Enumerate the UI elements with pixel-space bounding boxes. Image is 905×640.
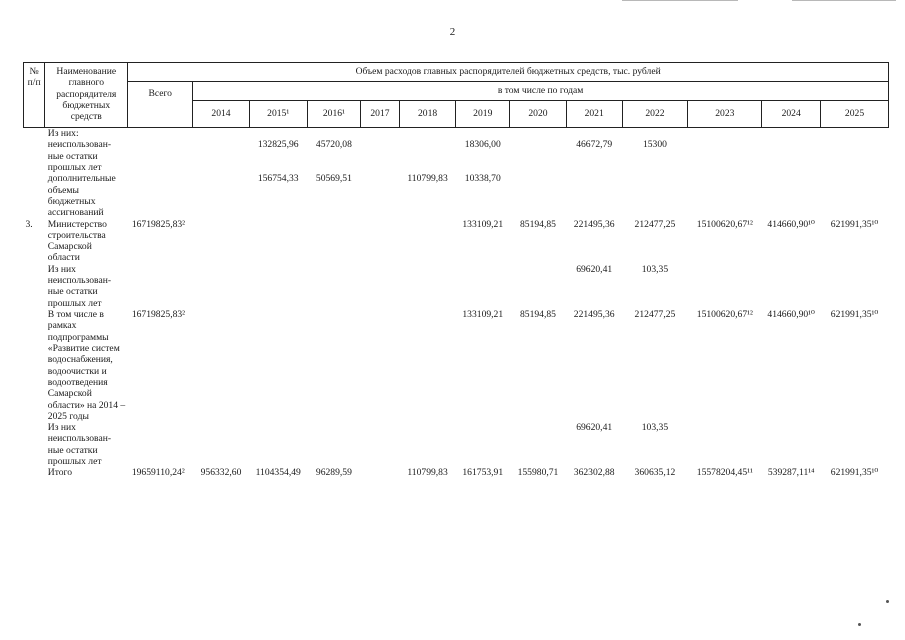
- row-number: 3.: [25, 218, 33, 230]
- row-value: [249, 128, 307, 140]
- row-value: [688, 173, 762, 218]
- header-by-years: в том числе по годам: [193, 82, 889, 101]
- row-value: [361, 173, 399, 218]
- scan-speck: [858, 623, 861, 626]
- header-total: Всего: [128, 82, 193, 128]
- table-row: [24, 139, 889, 173]
- row-value: [399, 219, 456, 264]
- row-number: [24, 128, 45, 140]
- header-name: Наименование главного распорядителя бюджетных средств: [45, 63, 128, 128]
- row-value: [510, 173, 567, 218]
- row-value: 85194,85: [519, 218, 556, 230]
- row-value: [762, 264, 821, 309]
- row-total: [128, 173, 193, 218]
- row-name: Итого: [47, 467, 73, 479]
- row-value: 212477,25: [634, 218, 676, 230]
- header-year: 2024: [762, 101, 821, 128]
- row-number: [24, 467, 45, 478]
- row-number: [24, 139, 45, 173]
- row-value: 50569,51: [315, 173, 352, 185]
- row-value: [249, 309, 307, 422]
- row-value: 133109,21: [462, 309, 504, 320]
- header-year: 2016¹: [307, 101, 361, 128]
- row-value: 103,35: [641, 422, 669, 434]
- row-value: 15300: [642, 139, 667, 151]
- table-row: [24, 422, 889, 467]
- row-number: [24, 173, 45, 218]
- row-total: 16719825,83²: [131, 218, 186, 230]
- row-value: 69620,41: [576, 263, 613, 275]
- row-value: [762, 128, 821, 140]
- row-value: 362302,88: [573, 467, 615, 479]
- row-value: [399, 264, 456, 309]
- row-value: 414660,90¹⁰: [767, 218, 815, 230]
- row-value: [762, 173, 821, 218]
- row-value: 15578204,45¹¹: [696, 467, 753, 479]
- header-year: 2017: [361, 101, 399, 128]
- row-number: [24, 264, 45, 309]
- row-value: [688, 422, 762, 467]
- row-name: Министерство строительства Самарской области: [47, 218, 107, 264]
- row-value: [193, 264, 250, 309]
- row-value: 133109,21: [462, 218, 504, 230]
- row-value: [307, 219, 361, 264]
- row-value: [821, 173, 889, 218]
- row-total: [128, 139, 193, 173]
- row-value: [821, 422, 889, 467]
- row-name: В том числе в рамках подпрограммы «Развитие систем водоснабжения, водоочистки и водоотведения Самарской области» на 2014 – 2025 годы: [47, 309, 126, 422]
- table-row: [24, 309, 889, 422]
- row-total: 19659110,24²: [131, 467, 185, 479]
- row-total: 16719825,83²: [131, 309, 186, 320]
- row-value: 103,35: [641, 263, 669, 275]
- row-value: 15100620,67¹²: [696, 309, 753, 320]
- row-value: [821, 128, 889, 140]
- row-name: неиспользован-ные остатки прошлых лет: [47, 139, 112, 173]
- row-name: Из них неиспользован-ные остатки прошлых лет: [47, 422, 112, 468]
- row-value: 221495,36: [573, 309, 615, 320]
- row-value: [566, 128, 622, 140]
- row-value: [249, 219, 307, 264]
- row-value: 414660,90¹⁰: [767, 309, 815, 320]
- row-value: [361, 128, 399, 140]
- header-year: 2018: [399, 101, 456, 128]
- header-year: 2025: [821, 101, 889, 128]
- row-value: [399, 128, 456, 140]
- row-value: [456, 128, 510, 140]
- row-value: [688, 264, 762, 309]
- row-value: [361, 219, 399, 264]
- row-value: [456, 264, 510, 309]
- header-year: 2020: [510, 101, 567, 128]
- row-value: [688, 139, 762, 173]
- row-value: [307, 309, 361, 422]
- row-value: [193, 139, 250, 173]
- row-total: [128, 264, 193, 309]
- row-value: [566, 173, 622, 218]
- row-value: 96289,59: [315, 467, 352, 479]
- row-value: [510, 128, 567, 140]
- row-value: 18306,00: [464, 139, 501, 151]
- row-value: 156754,33: [257, 173, 299, 185]
- row-value: 45720,08: [315, 139, 352, 151]
- header-year: 2022: [622, 101, 688, 128]
- row-total: [128, 422, 193, 467]
- row-value: 132825,96: [257, 139, 299, 151]
- row-value: [762, 139, 821, 173]
- scan-edge-line: [792, 0, 896, 1]
- row-value: [456, 422, 510, 467]
- row-value: [361, 309, 399, 422]
- row-name: дополнительные объемы бюджетных ассигнований: [47, 173, 116, 219]
- row-value: [361, 264, 399, 309]
- row-value: 621991,35¹⁰: [830, 218, 879, 230]
- header-number: № п/п: [24, 63, 45, 128]
- row-value: [399, 139, 456, 173]
- row-value: 155980,71: [517, 467, 559, 479]
- row-value: 161753,91: [462, 467, 504, 479]
- header-year: 2015¹: [249, 101, 307, 128]
- row-value: [193, 128, 250, 140]
- row-value: [307, 128, 361, 140]
- header-year: 2019: [456, 101, 510, 128]
- table-row: [24, 264, 889, 309]
- row-name: Из них неиспользован-ные остатки прошлых лет: [47, 263, 112, 309]
- row-value: [361, 139, 399, 173]
- row-total: [128, 128, 193, 140]
- row-value: [762, 422, 821, 467]
- row-value: [249, 422, 307, 467]
- table-row: [24, 219, 889, 264]
- row-value: 956332,60: [200, 467, 242, 479]
- table-row-total: [24, 467, 889, 478]
- table-row: [24, 128, 889, 140]
- row-value: [510, 264, 567, 309]
- row-value: 539287,11¹⁴: [767, 467, 815, 479]
- row-value: [307, 264, 361, 309]
- row-value: [688, 128, 762, 140]
- row-value: [510, 139, 567, 173]
- budget-table: [23, 62, 889, 479]
- header-year: 2021: [566, 101, 622, 128]
- row-number: [24, 309, 45, 422]
- row-value: [821, 139, 889, 173]
- row-value: 360635,12: [634, 467, 676, 479]
- row-value: 621991,35¹⁰: [830, 467, 879, 479]
- row-value: [622, 128, 688, 140]
- row-value: 110799,83: [407, 173, 448, 185]
- header-year: 2014: [193, 101, 250, 128]
- row-value: 85194,85: [519, 309, 556, 320]
- row-value: 46672,79: [576, 139, 613, 151]
- header-year: 2023: [688, 101, 762, 128]
- row-value: [193, 173, 250, 218]
- row-value: [361, 467, 399, 478]
- header-main: Объем расходов главных распорядителей бюджетных средств, тыс. рублей: [128, 63, 889, 82]
- row-value: 212477,25: [634, 309, 676, 320]
- row-value: 110799,83: [407, 467, 448, 479]
- row-name: Из них:: [47, 128, 79, 139]
- row-value: [821, 264, 889, 309]
- scan-edge-line: [622, 0, 738, 1]
- row-value: [510, 422, 567, 467]
- row-value: [622, 173, 688, 218]
- row-value: [193, 309, 250, 422]
- row-value: [193, 219, 250, 264]
- row-value: 221495,36: [573, 218, 615, 230]
- row-value: 15100620,67¹²: [696, 218, 753, 230]
- page-number: 2: [449, 26, 456, 38]
- row-value: [361, 422, 399, 467]
- row-value: 621991,35¹⁰: [830, 309, 879, 320]
- row-value: [399, 422, 456, 467]
- row-value: [249, 264, 307, 309]
- scan-speck: [886, 600, 889, 603]
- row-value: [193, 422, 250, 467]
- row-value: 10338,70: [464, 173, 501, 185]
- row-value: [399, 309, 456, 422]
- row-value: [307, 422, 361, 467]
- row-number: [24, 422, 45, 467]
- row-value: 69620,41: [576, 422, 613, 434]
- table-row: [24, 173, 889, 218]
- row-value: 1104354,49: [255, 467, 301, 479]
